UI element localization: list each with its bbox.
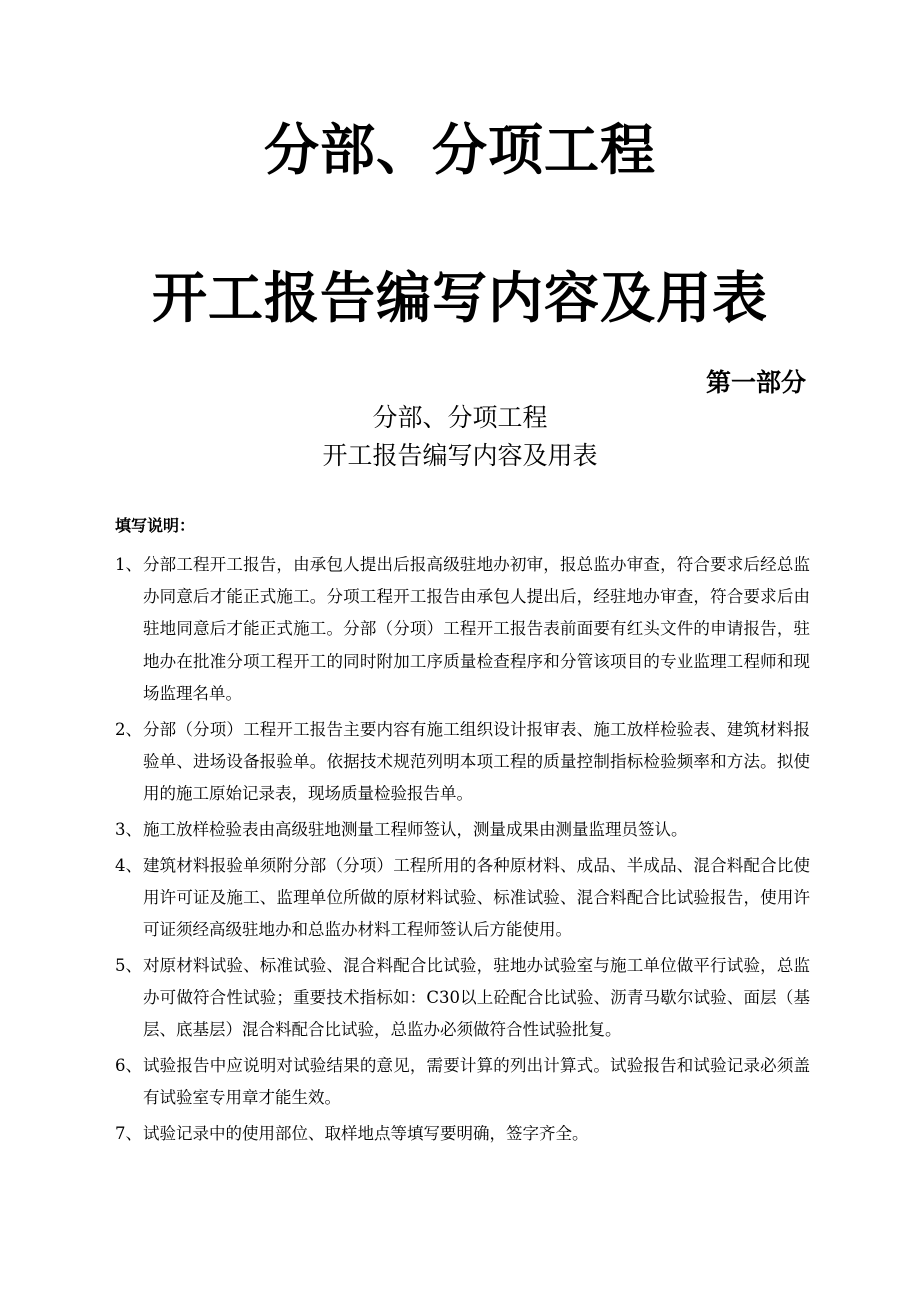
instruction-number: 5、 (115, 955, 142, 975)
instruction-item (115, 549, 810, 710)
instruction-item (115, 850, 810, 947)
instruction-text: 分部（分项）工程开工报告主要内容有施工组织设计报审表、施工放样检验表、建筑材料报验单、进场设备报验单。依据技术规范列明本项工程的质量控制指标检验频率和方法。拟使用的施工原始记录表，现场质量检验报告单。 (143, 719, 810, 804)
section-subtitle-line-1: 分部、分项工程 (372, 403, 548, 432)
instruction-text: 建筑材料报验单须附分部（分项）工程所用的各种原材料、成品、半成品、混合料配合比使用许可证及施工、监理单位所做的原材料试验、标准试验、混合料配合比试验报告，使用许可证须经高级驻地办和总监办材料工程师签认后方能使用。 (143, 855, 810, 940)
document-title-line-2: 开工报告编写内容及用表 (151, 266, 768, 330)
instruction-item (115, 950, 810, 1047)
instructions-heading: 填写说明： (115, 516, 196, 535)
instruction-number: 3、 (115, 819, 142, 839)
instruction-text: 分部工程开工报告，由承包人提出后报高级驻地办初审，报总监办审查，符合要求后经总监办同意后才能正式施工。分项工程开工报告由承包人提出后，经驻地办审查，符合要求后由驻地同意后才能正式施工。分部（分项）工程开工报告表前面要有红头文件的申请报告，驻地办在批准分项工程开工的同时附加工序质量检查程序和分管该项目的专业监理工程师和现场监理名单。 (143, 555, 810, 703)
instruction-number: 7、 (115, 1124, 142, 1144)
document-title-line-1: 分部、分项工程 (263, 118, 656, 182)
instruction-text: 施工放样检验表由高级驻地测量工程师签认，测量成果由测量监理员签认。 (143, 819, 688, 839)
part-label: 第一部分 (705, 368, 806, 397)
instruction-text: 试验记录中的使用部位、取样地点等填写要明确，签字齐全。 (143, 1124, 589, 1144)
instruction-text: 试验报告中应说明对试验结果的意见，需要计算的列出计算式。试验报告和试验记录必须盖有试验室专用章才能生效。 (143, 1056, 810, 1108)
instruction-item (115, 1050, 810, 1114)
instruction-item (115, 814, 810, 846)
instruction-item (115, 1118, 810, 1150)
instruction-text: 对原材料试验、标准试验、混合料配合比试验，驻地办试验室与施工单位做平行试验，总监办可做符合性试验；重要技术指标如：C30以上砼配合比试验、沥青马歇尔试验、面层（基层、底基层）混合料配合比试验，总监办必须做符合性试验批复。 (143, 955, 810, 1040)
instruction-number: 1、 (115, 555, 142, 574)
instruction-number: 6、 (115, 1056, 142, 1076)
instructions-list (115, 549, 810, 1154)
instruction-number: 4、 (115, 855, 142, 875)
instruction-number: 2、 (115, 719, 142, 739)
instruction-item (115, 714, 810, 811)
section-subtitle-line-2: 开工报告编写内容及用表 (322, 441, 598, 470)
